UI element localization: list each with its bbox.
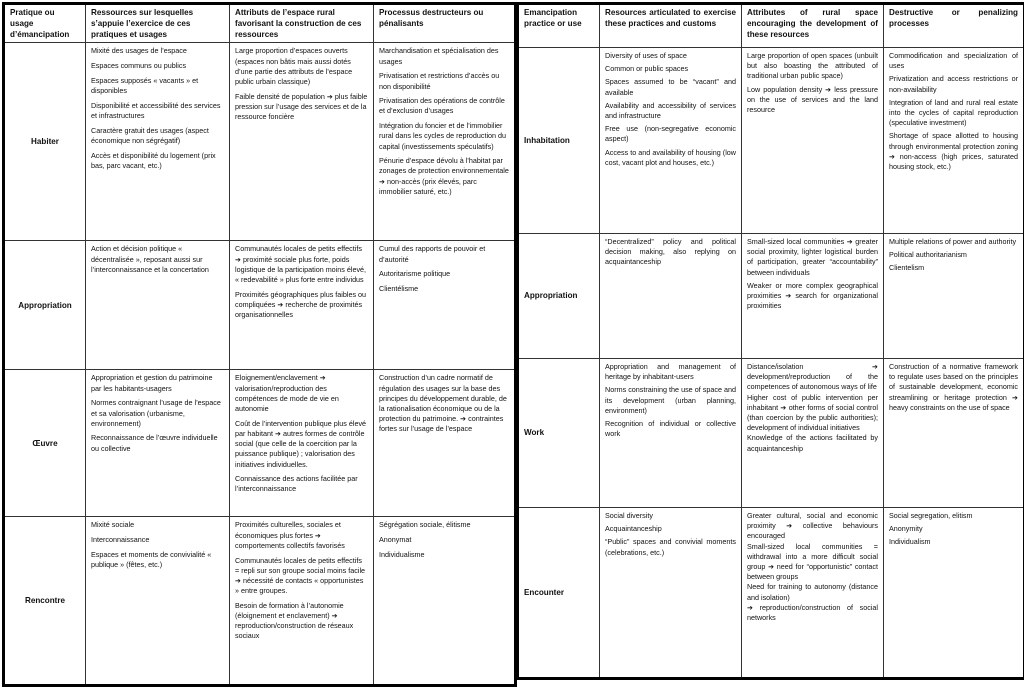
table-cell bbox=[374, 370, 516, 517]
cell-paragraph: Construction d’un cadre normatif de régulation des usages sur la base des principes du développement durable, de la rationalisation économique ou de la protection du patrimoine. ➔ contraintes fortes sur l’usage de l’espace bbox=[379, 373, 509, 434]
table-row bbox=[4, 43, 516, 241]
cell-paragraph: Anonymat bbox=[379, 535, 509, 545]
cell-paragraph: Shortage of space allotted to housing through environmental protection zoning ➔ non-access (high prices, saturated housing stock, etc.) bbox=[889, 131, 1018, 172]
header-row bbox=[518, 4, 1024, 48]
row-label: Habiter bbox=[4, 43, 86, 241]
cell-paragraph: Faible densité de population ➔ plus faible pression sur l’usage des services et de la ressource foncière bbox=[235, 92, 368, 123]
table-cell bbox=[742, 359, 884, 508]
cell-paragraph: Acquaintanceship bbox=[605, 524, 736, 534]
cell-paragraph: Caractère gratuit des usages (aspect économique non ségrégatif) bbox=[91, 126, 224, 146]
table-cell bbox=[230, 517, 374, 686]
row-label: Inhabitation bbox=[518, 48, 600, 234]
row-label: Œuvre bbox=[4, 370, 86, 517]
column-header: Resources articulated to exercise these practices and customs bbox=[600, 4, 742, 48]
cell-paragraph: Action et décision politique « décentralisée », reposant aussi sur l’interconnaissance et la concertation bbox=[91, 244, 224, 275]
cell-paragraph: Commodification and specialization of uses bbox=[889, 51, 1018, 71]
row-label: Appropriation bbox=[518, 234, 600, 359]
table-cell bbox=[600, 48, 742, 234]
table-cell bbox=[600, 508, 742, 679]
cell-paragraph: Higher cost of public intervention per inhabitant ➔ other forms of social control (than coercion by the public authorities); development of individual initiatives bbox=[747, 393, 878, 434]
cell-paragraph: Individualism bbox=[889, 537, 1018, 547]
cell-paragraph: Integration of land and rural real estate into the cycles of capital reproduction (speculative investment) bbox=[889, 98, 1018, 129]
cell-paragraph: Proximités géographiques plus faibles ou compliquées ➔ recherche de proximités organisationnelles bbox=[235, 290, 368, 321]
header-row bbox=[4, 4, 516, 43]
cell-paragraph: Appropriation and management of heritage by inhabitant-users bbox=[605, 362, 736, 382]
table-cell bbox=[884, 234, 1024, 359]
cell-paragraph: Social diversity bbox=[605, 511, 736, 521]
cell-paragraph: Norms constraining the use of space and its development (urban planning, environment) bbox=[605, 385, 736, 416]
cell-paragraph: Besoin de formation à l’autonomie (éloignement et enclavement) ➔ reproduction/construction de réseaux sociaux bbox=[235, 601, 368, 642]
cell-paragraph: Small-sized local communities ➔ greater social proximity, lighter logistical burden of participation, greater “accountability” between individuals bbox=[747, 237, 878, 278]
cell-paragraph: Need for training to autonomy (distance and isolation) bbox=[747, 582, 878, 602]
cell-paragraph: Clientélisme bbox=[379, 284, 509, 294]
cell-paragraph: Reconnaissance de l’œuvre individuelle ou collective bbox=[91, 433, 224, 453]
cell-paragraph: Weaker or more complex geographical proximities ➔ search for organizational proximities bbox=[747, 281, 878, 312]
cell-paragraph: Disponibilité et accessibilité des services et infrastructures bbox=[91, 101, 224, 121]
cell-paragraph: Accès et disponibilité du logement (prix bas, parc vacant, etc.) bbox=[91, 151, 224, 171]
cell-paragraph: Multiple relations of power and authority bbox=[889, 237, 1018, 247]
table-cell bbox=[742, 508, 884, 679]
column-header: Pratique ou usage d’émancipation bbox=[4, 4, 86, 43]
table-cell bbox=[374, 517, 516, 686]
cell-paragraph: Free use (non-segregative economic aspect) bbox=[605, 124, 736, 144]
cell-paragraph: “Public” spaces and convivial moments (celebrations, etc.) bbox=[605, 537, 736, 557]
cell-paragraph: Large proportion of open spaces (unbuilt but also boasting the attributed of traditional urban public space) bbox=[747, 51, 878, 82]
cell-paragraph: Espaces supposés « vacants » et disponibles bbox=[91, 76, 224, 96]
column-header: Emancipation practice or use bbox=[518, 4, 600, 48]
cell-paragraph: Spaces assumed to be “vacant” and available bbox=[605, 77, 736, 97]
cell-paragraph: Social segregation, elitism bbox=[889, 511, 1018, 521]
cell-paragraph: Recognition of individual or collective work bbox=[605, 419, 736, 439]
table-cell bbox=[374, 241, 516, 370]
table-row bbox=[4, 241, 516, 370]
table-cell bbox=[600, 359, 742, 508]
table-row bbox=[518, 359, 1024, 508]
cell-paragraph: Access to and availability of housing (low cost, vacant plot and houses, etc.) bbox=[605, 148, 736, 168]
cell-paragraph: Clientelism bbox=[889, 263, 1018, 273]
table-row bbox=[4, 370, 516, 517]
table-cell bbox=[742, 48, 884, 234]
cell-paragraph: Communautés locales de petits effectifs = repli sur son groupe social moins facile ➔ nécessité de contacts « opportunistes » entre groupes. bbox=[235, 556, 368, 597]
english-table bbox=[516, 2, 1024, 680]
cell-paragraph: Privatisation et restrictions d’accès ou non disponibilité bbox=[379, 71, 509, 91]
cell-paragraph: Coût de l’intervention publique plus élevé par habitant ➔ autres formes de contrôle social (que celle de la coercition par la puissance publique) ; valorisation des initiatives individuelles. bbox=[235, 419, 368, 470]
cell-paragraph: Espaces et moments de convivialité « publique » (fêtes, etc.) bbox=[91, 550, 224, 570]
cell-paragraph: Political authoritarianism bbox=[889, 250, 1018, 260]
column-header: Destructive or penalizing processes bbox=[884, 4, 1024, 48]
table-cell bbox=[86, 370, 230, 517]
cell-paragraph: Interconnaissance bbox=[91, 535, 224, 545]
table-row bbox=[518, 48, 1024, 234]
cell-paragraph: Eloignement/enclavement ➔ valorisation/reproduction des compétences de mode de vie en autonomie bbox=[235, 373, 368, 414]
row-label: Work bbox=[518, 359, 600, 508]
column-header: Attributs de l’espace rural favorisant la construction de ces ressources bbox=[230, 4, 374, 43]
cell-paragraph: Greater cultural, social and economic proximity ➔ collective behaviours encouraged bbox=[747, 511, 878, 542]
row-label: Appropriation bbox=[4, 241, 86, 370]
french-table bbox=[2, 2, 517, 687]
cell-paragraph: “Decentralized” policy and political decision making, also replying on acquaintanceship bbox=[605, 237, 736, 268]
cell-paragraph: Privatisation des opérations de contrôle et d’exclusion d’usages bbox=[379, 96, 509, 116]
cell-paragraph: Knowledge of the actions facilitated by acquaintanceship bbox=[747, 433, 878, 453]
cell-paragraph: Distance/isolation ➔ development/reproduction of the competences of autonomous ways of life bbox=[747, 362, 878, 393]
cell-paragraph: Normes contraignant l’usage de l’espace et sa valorisation (urbanisme, environnement) bbox=[91, 398, 224, 429]
table-cell bbox=[230, 370, 374, 517]
cell-paragraph: Autoritarisme politique bbox=[379, 269, 509, 279]
cell-paragraph: Marchandisation et spécialisation des usages bbox=[379, 46, 509, 66]
table-cell bbox=[884, 359, 1024, 508]
cell-paragraph: Large proportion d’espaces ouverts (espaces non bâtis mais aussi dotés d’une partie des attributs de l’espace public urbain classique) bbox=[235, 46, 368, 87]
cell-paragraph: Intégration du foncier et de l’immobilier rural dans les cycles de reproduction du capital (investissements spéculatifs) bbox=[379, 121, 509, 152]
table-cell bbox=[374, 43, 516, 241]
cell-paragraph: Construction of a normative framework to regulate uses based on the principles of sustainable development, economic streamlining or heritage protection ➔ heavy constraints on the use of space bbox=[889, 362, 1018, 413]
cell-paragraph: Ségrégation sociale, élitisme bbox=[379, 520, 509, 530]
cell-paragraph: Communautés locales de petits effectifs ➔ proximité sociale plus forte, poids logistique de la participation moins élevé, « redevabilité » plus forte entre individus bbox=[235, 244, 368, 285]
cell-paragraph: Connaissance des actions facilitée par l’interconnaissance bbox=[235, 474, 368, 494]
cell-paragraph: Diversity of uses of space bbox=[605, 51, 736, 61]
cell-paragraph: Common or public spaces bbox=[605, 64, 736, 74]
cell-paragraph: Proximités culturelles, sociales et économiques plus fortes ➔ comportements collectifs favorisés bbox=[235, 520, 368, 551]
table-row bbox=[4, 517, 516, 686]
cell-paragraph: Small-sized local communities = withdrawal into a more difficult social group ➔ need for “opportunistic” contact between groups bbox=[747, 542, 878, 583]
table-cell bbox=[600, 234, 742, 359]
cell-paragraph: ➔ reproduction/construction of social networks bbox=[747, 603, 878, 623]
cell-paragraph: Cumul des rapports de pouvoir et d’autorité bbox=[379, 244, 509, 264]
table-cell bbox=[230, 241, 374, 370]
row-label: Encounter bbox=[518, 508, 600, 679]
column-header: Processus destructeurs ou pénalisants bbox=[374, 4, 516, 43]
cell-paragraph: Mixité des usages de l’espace bbox=[91, 46, 224, 56]
cell-paragraph: Appropriation et gestion du patrimoine par les habitants-usagers bbox=[91, 373, 224, 393]
cell-paragraph: Anonymity bbox=[889, 524, 1018, 534]
column-header: Ressources sur lesquelles s’appuie l’exercice de ces pratiques et usages bbox=[86, 4, 230, 43]
cell-paragraph: Privatization and access restrictions or non-availability bbox=[889, 74, 1018, 94]
cell-paragraph: Pénurie d’espace dévolu à l’habitat par zonages de protection environnementale ➔ non-accès (prix élevés, parc immobilier saturé, etc.) bbox=[379, 156, 509, 197]
cell-paragraph: Individualisme bbox=[379, 550, 509, 560]
table-cell bbox=[86, 241, 230, 370]
table-cell bbox=[86, 43, 230, 241]
cell-paragraph: Low population density ➔ less pressure on the use of services and the land resource bbox=[747, 85, 878, 116]
table-cell bbox=[86, 517, 230, 686]
table-cell bbox=[230, 43, 374, 241]
table-row bbox=[518, 234, 1024, 359]
row-label: Rencontre bbox=[4, 517, 86, 686]
cell-paragraph: Mixité sociale bbox=[91, 520, 224, 530]
cell-paragraph: Availability and accessibility of services and infrastructure bbox=[605, 101, 736, 121]
table-cell bbox=[884, 48, 1024, 234]
table-cell bbox=[884, 508, 1024, 679]
column-header: Attributes of rural space encouraging the development of these resources bbox=[742, 4, 884, 48]
table-row bbox=[518, 508, 1024, 679]
cell-paragraph: Espaces communs ou publics bbox=[91, 61, 224, 71]
table-cell bbox=[742, 234, 884, 359]
